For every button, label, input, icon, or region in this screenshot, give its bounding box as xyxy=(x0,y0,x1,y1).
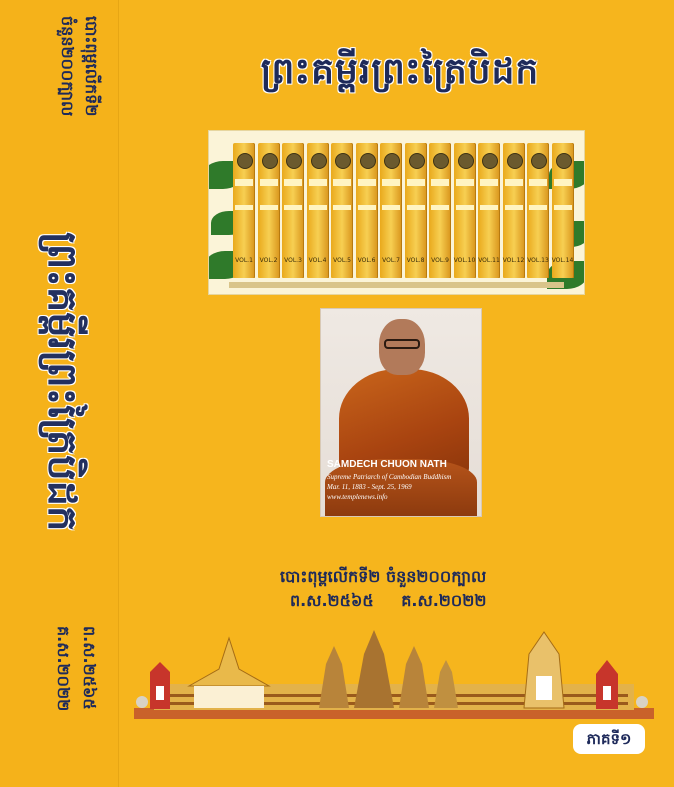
year-be: ព.ស.២៥៦៥ xyxy=(290,591,374,610)
spine-copies-text: ចំនួន២០០ក្បាល xyxy=(58,16,77,117)
volume-label xyxy=(554,205,572,210)
book-volume xyxy=(356,143,378,278)
volume-seal xyxy=(311,153,327,169)
volume-number: VOL.11 xyxy=(478,257,500,264)
book-volume xyxy=(552,143,574,278)
glasses xyxy=(384,339,420,349)
spine-edition-text: បោះពុម្ពលើកទី២ xyxy=(82,16,101,117)
palace-roof xyxy=(189,638,269,686)
angkor-temple-illustration xyxy=(134,624,654,719)
volume-number: VOL.12 xyxy=(502,257,525,264)
volume-number: VOL.8 xyxy=(406,257,425,264)
volume-label xyxy=(358,179,376,186)
volume-label xyxy=(333,205,351,210)
book-volume xyxy=(307,143,329,278)
volume-seal xyxy=(556,153,572,169)
volume-label xyxy=(309,179,327,186)
volume-label xyxy=(358,205,376,210)
book-volume xyxy=(405,143,427,278)
volume-number: VOL.10 xyxy=(453,257,476,264)
volume-seal xyxy=(262,153,278,169)
edition-line: បោះពុម្ពលើកទី២ ចំនួន២០០ក្បាល xyxy=(280,567,487,586)
volume-label xyxy=(480,205,498,210)
volume-label xyxy=(407,179,425,186)
right-red-tower xyxy=(596,660,618,709)
palace-hall xyxy=(194,686,264,708)
volume-number: VOL.9 xyxy=(431,257,449,264)
volume-number: VOL.4 xyxy=(308,257,327,264)
volume-seal xyxy=(335,153,351,169)
front-title: ព្រះគម្ពីរព្រះត្រៃបិដក xyxy=(260,51,540,92)
book-volume xyxy=(282,143,304,278)
volume-label xyxy=(431,205,449,210)
volume-label xyxy=(407,205,425,210)
volume-seal xyxy=(286,153,302,169)
volume-number: VOL.6 xyxy=(357,257,376,264)
volume-number: VOL.5 xyxy=(333,257,351,264)
year-ce: គ.ស.២០២២ xyxy=(401,591,487,610)
spine-year-ce: គ.ស.២០២២ xyxy=(54,626,73,712)
angkor-tower xyxy=(399,646,429,708)
volume-seal xyxy=(531,153,547,169)
volume-label xyxy=(382,179,400,186)
book-volume xyxy=(454,143,476,278)
book-volume xyxy=(331,143,353,278)
volume-label xyxy=(480,179,498,186)
spine-title: ព្រះគម្ពីរព្រះត្រៃបិដក xyxy=(39,232,85,532)
spine-year-be: ព.ស.២៥៦៥ xyxy=(80,626,99,710)
right-lion-statue xyxy=(636,696,648,708)
volume-seal xyxy=(458,153,474,169)
volume-number: VOL.1 xyxy=(235,257,253,264)
volume-label xyxy=(260,205,278,210)
volume-label xyxy=(505,205,523,210)
volume-seal xyxy=(360,153,376,169)
volume-number: VOL.13 xyxy=(527,257,549,264)
volume-label xyxy=(260,179,278,186)
volume-seal xyxy=(384,153,400,169)
volume-label xyxy=(333,179,351,186)
volume-label xyxy=(529,205,547,210)
angkor-tower-central xyxy=(354,630,394,708)
volume-label xyxy=(309,205,327,210)
left-lion-statue xyxy=(136,696,148,708)
volume-label xyxy=(529,179,547,186)
book-volume xyxy=(478,143,500,278)
volume-seal xyxy=(507,153,523,169)
volume-number: VOL.2 xyxy=(259,257,278,264)
year-line xyxy=(290,590,508,614)
volume-label xyxy=(235,205,253,210)
volume-seal xyxy=(237,153,253,169)
left-red-tower xyxy=(150,662,170,709)
book-volume xyxy=(258,143,280,278)
portrait-caption-name: SAMDECH CHUON NATH xyxy=(327,459,447,470)
volume-seal xyxy=(433,153,449,169)
volume-label xyxy=(382,205,400,210)
volume-label xyxy=(505,179,523,186)
books-set-photo xyxy=(208,130,585,295)
monk-portrait xyxy=(320,308,482,517)
book-volume xyxy=(380,143,402,278)
volume-label xyxy=(456,205,474,210)
volume-number: VOL.3 xyxy=(284,257,302,264)
volume-number: VOL.14 xyxy=(551,257,574,264)
portrait-caption-site: www.templenews.info xyxy=(327,493,388,501)
volume-label xyxy=(235,179,253,186)
book-volume xyxy=(527,143,549,278)
volume-label xyxy=(431,179,449,186)
volume-label xyxy=(284,179,302,186)
volume-label xyxy=(284,205,302,210)
volume-seal xyxy=(482,153,498,169)
volume-badge: ភាគទី១ xyxy=(573,724,645,754)
portrait-caption-dates: Mar. 11, 1883 - Sept. 25, 1969 xyxy=(327,483,412,491)
volume-label xyxy=(456,179,474,186)
book-volume xyxy=(233,143,255,278)
book-volume xyxy=(429,143,451,278)
volume-label xyxy=(554,179,572,186)
book-spine xyxy=(0,0,119,787)
volume-number: VOL.7 xyxy=(382,257,400,264)
angkor-tower xyxy=(319,646,349,708)
portrait-caption-role: Supreme Patriarch of Cambodian Buddhism xyxy=(327,473,452,481)
volume-seal xyxy=(409,153,425,169)
shelf xyxy=(229,282,564,288)
book-volume xyxy=(503,143,525,278)
